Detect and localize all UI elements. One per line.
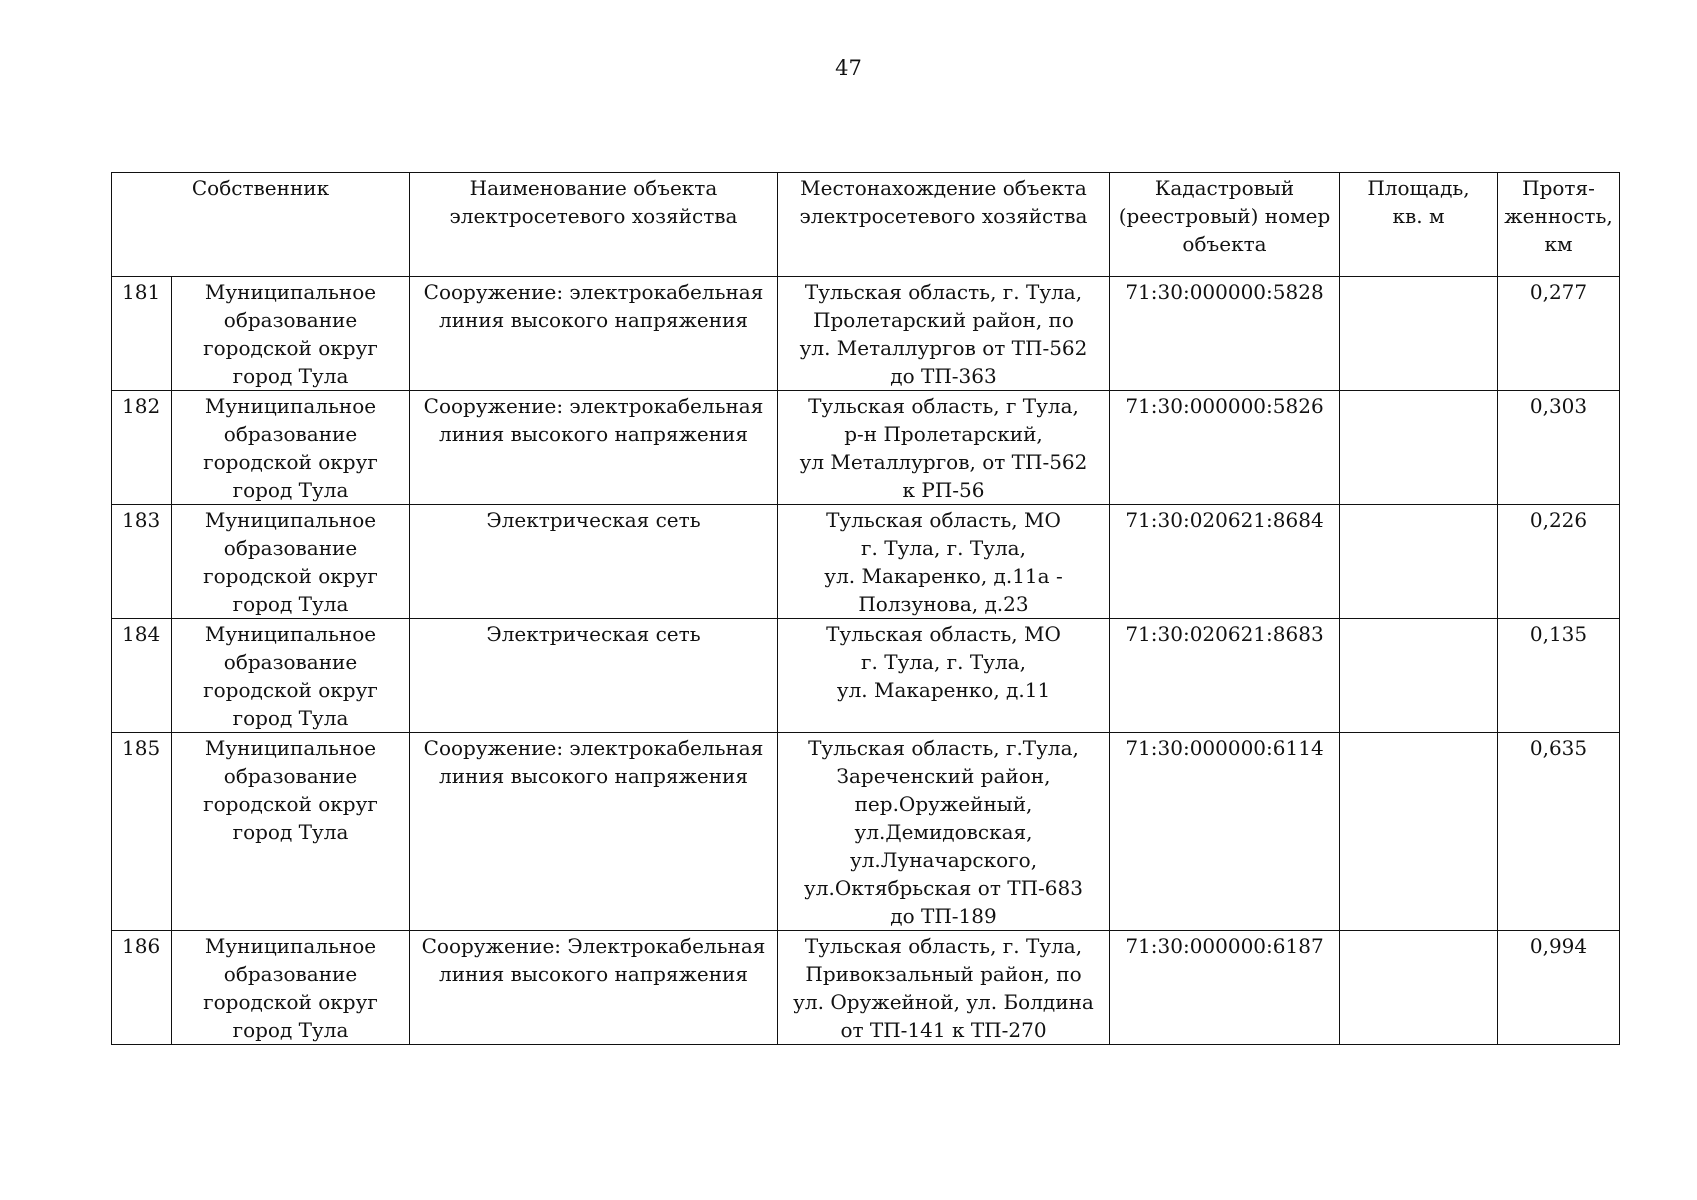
row-object-name: Сооружение: электрокабельная линия высокого напряжения [410,391,778,505]
table-row [112,505,1620,619]
row-area [1340,391,1498,505]
row-area [1340,505,1498,619]
row-number: 181 [112,277,172,391]
row-cadastral-number: 71:30:000000:6114 [1110,733,1340,931]
row-object-name: Электрическая сеть [410,619,778,733]
header-object-name: Наименование объекта электросетевого хозяйства [410,173,778,277]
header-owner: Собственник [112,173,410,277]
row-area [1340,931,1498,1045]
row-owner: Муниципальное образование городской округ город Тула [172,733,410,931]
row-object-name: Сооружение: Электрокабельная линия высокого напряжения [410,931,778,1045]
page-number: 47 [835,56,862,80]
row-location: Тульская область, г. Тула, Привокзальный район, по ул. Оружейной, ул. Болдина от ТП-141 к ТП-270 [778,931,1110,1045]
row-owner: Муниципальное образование городской округ город Тула [172,619,410,733]
row-owner: Муниципальное образование городской округ город Тула [172,931,410,1045]
row-owner: Муниципальное образование городской округ город Тула [172,391,410,505]
table-body [112,277,1620,1045]
row-location: Тульская область, МО г. Тула, г. Тула, ул. Макаренко, д.11 [778,619,1110,733]
row-location: Тульская область, г. Тула, Пролетарский район, по ул. Металлургов от ТП-562 до ТП-363 [778,277,1110,391]
row-owner: Муниципальное образование городской округ город Тула [172,277,410,391]
row-number: 183 [112,505,172,619]
row-object-name: Сооружение: электрокабельная линия высокого напряжения [410,277,778,391]
row-location: Тульская область, МО г. Тула, г. Тула, ул. Макаренко, д.11а - Ползунова, д.23 [778,505,1110,619]
row-number: 184 [112,619,172,733]
row-area [1340,277,1498,391]
table-header [112,173,1620,277]
row-cadastral-number: 71:30:000000:5826 [1110,391,1340,505]
header-location: Местонахождение объекта электросетевого хозяйства [778,173,1110,277]
row-length: 0,635 [1498,733,1620,931]
row-object-name: Электрическая сеть [410,505,778,619]
row-cadastral-number: 71:30:000000:6187 [1110,931,1340,1045]
row-cadastral-number: 71:30:000000:5828 [1110,277,1340,391]
row-location: Тульская область, г Тула, р-н Пролетарский, ул Металлургов, от ТП-562 к РП-56 [778,391,1110,505]
row-cadastral-number: 71:30:020621:8684 [1110,505,1340,619]
row-area [1340,733,1498,931]
row-length: 0,303 [1498,391,1620,505]
header-area: Площадь, кв. м [1340,173,1498,277]
header-cadastral-number: Кадастровый (реестровый) номер объекта [1110,173,1340,277]
row-number: 182 [112,391,172,505]
row-object-name: Сооружение: электрокабельная линия высокого напряжения [410,733,778,931]
power-grid-objects-table [111,172,1620,1045]
row-cadastral-number: 71:30:020621:8683 [1110,619,1340,733]
header-row [112,173,1620,277]
row-owner: Муниципальное образование городской округ город Тула [172,505,410,619]
table-row [112,931,1620,1045]
table-row [112,619,1620,733]
row-length: 0,226 [1498,505,1620,619]
table-row [112,277,1620,391]
row-location: Тульская область, г.Тула, Зареченский район, пер.Оружейный, ул.Демидовская, ул.Луначарского, ул.Октябрьская от ТП-683 до ТП-189 [778,733,1110,931]
row-length: 0,277 [1498,277,1620,391]
row-length: 0,135 [1498,619,1620,733]
row-number: 185 [112,733,172,931]
header-length: Протя- женность, км [1498,173,1620,277]
row-length: 0,994 [1498,931,1620,1045]
table-row [112,733,1620,931]
table-row [112,391,1620,505]
row-area [1340,619,1498,733]
row-number: 186 [112,931,172,1045]
